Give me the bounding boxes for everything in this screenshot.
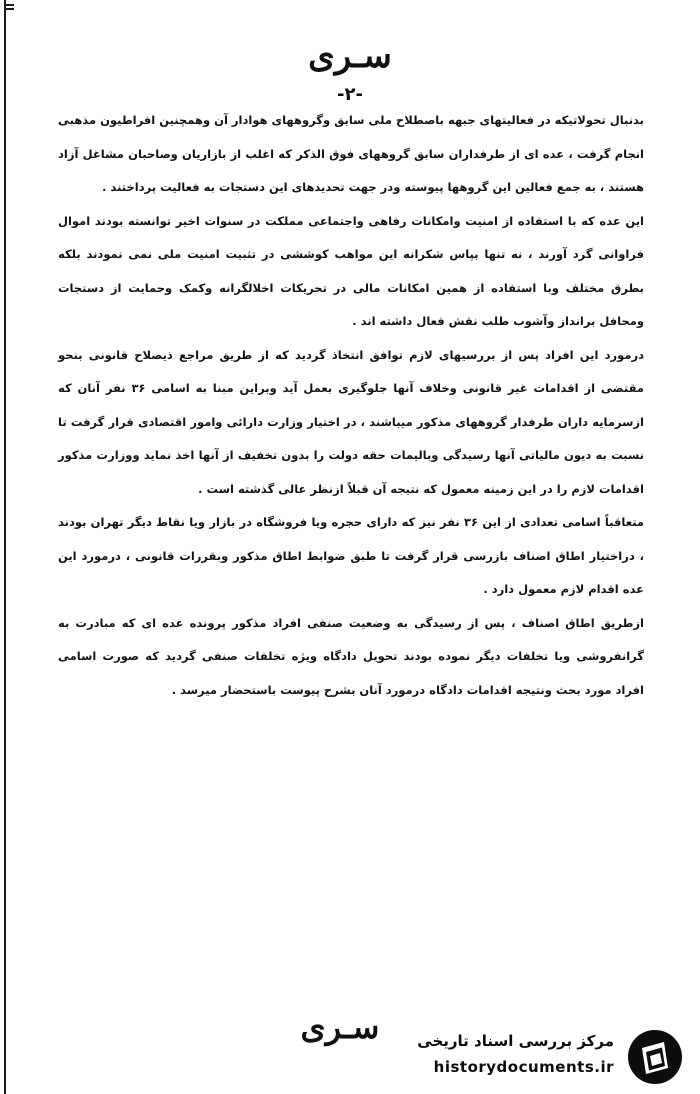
page-edge-line [4,0,6,1094]
paragraph: این عده که با استفاده از امنیت وامکانات رفاهی واجتماعی مملکت در سنوات اخیر توانسته بودند اموال فراوانی گرد آورند ، نه تنها بپاس شکرانه این مواهب کوششی در تثبیت امنیت ملی نمی نمودند بلکه بطرق مختلف وبا استفاده از همین امکانات مالی در تحریکات اخلالگرانه وکمک وحمایت از دستجات ومحافل برانداز وآشوب طلب نقش فعال داشته اند . [58,213,644,328]
watermark-name: مرکز بررسی اسناد تاریخی [417,1032,614,1050]
paragraph: ازطریق اطاق اصناف ، پس از رسیدگی به وضعیت صنفی افراد مذکور پرونده عده ای که مبادرت به گرانفروشی ویا تخلفات دیگر نموده بودند تحویل دادگاه ویژه تخلفات صنفی گردید که صورت اسامی افراد مورد بحث ونتیجه اقدامات دادگاه درمورد آنان بشرح پیوست باستحضار میرسد . [58,615,644,697]
paragraph: درمورد این افراد پس از بررسیهای لازم توافق انتخاذ گردید که از طریق مراجع ذیصلاح قانونی بنحو مقتضی از اقدامات غیر قانونی وخلاف آنها جلوگیری بعمل آید وبراین مبنا به اسامی ۳۶ نفر آنان که ازسرمایه داران طرفدار گروههای مذکور میباشند ، در اختیار وزارت دارائی وامور اقتصادی قرار گرفت تا نسبت به دیون مالیاتی آنها رسیدگی وبالیمات حقه دولت را بدون تخفیف از آنها اخذ نماید ووزارت مذکور اقدامات لازم را در این زمینه معمول که نتیجه آن قبلاً ازنظر عالی گذشته است . [58,347,644,496]
page-edge-mark [4,8,14,10]
classification-header: سـری [308,36,392,76]
classification-footer: سـری [300,1008,380,1046]
page-number: -۲- [337,84,363,105]
watermark-url: historydocuments.ir [433,1058,614,1076]
page-edge-mark [4,4,14,6]
paragraph: بدنبال تحولاتیکه در فعالیتهای جبهه باصطلاح ملی سابق وگروههای هوادار آن وهمچنین افراطیون مذهبی انجام گرفت ، عده ای از طرفداران سابق گروههای فوق الذکر که اغلب از بازاریان وصاحبان مشاغل آزاد هستند ، به جمع فعالین این گروهها پیوسته ودر جهت تحدیدهای این دستجات به فعالیت پرداختند . [58,113,644,194]
paragraph: متعاقباً اسامی تعدادی از این ۳۶ نفر نیز که دارای حجره ویا فروشگاه در بازار ویا نقاط دیگر تهران بودند ، دراختیار اطاق اصناف بازرسی قرار گرفت تا طبق ضوابط اطاق مذکور وبقررات قانونی ، درمورد این عده اقدام لازم معمول دارد . [58,515,645,596]
watermark [400,1022,690,1086]
archive-logo-icon [626,1028,684,1086]
document-body [58,104,644,707]
